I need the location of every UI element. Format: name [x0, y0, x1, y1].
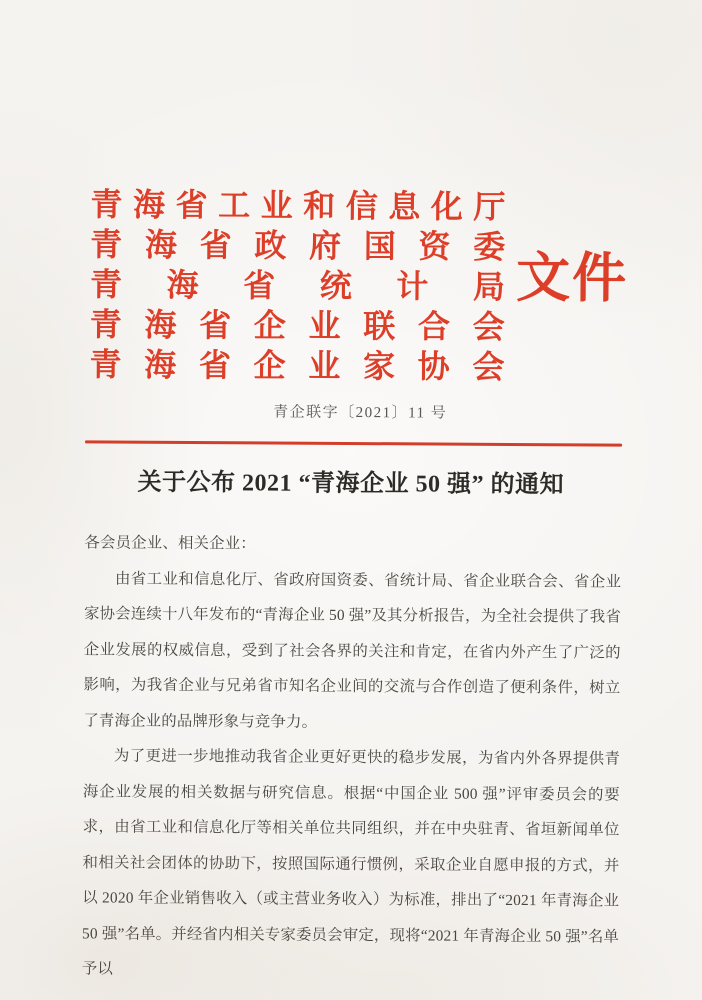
document-body	[82, 525, 622, 990]
letterhead	[89, 184, 505, 387]
body-paragraph-1: 由省工业和信息化厅、省政府国资委、省统计局、省企业联合会、省企业家协会连续十八年发布的“青海企业 50 强”及其分析报告，为全社会提供了我省企业发展的权威信息，受到了社会各界的关注和肯定，在省内外产生了广泛的影响，为我省企业与兄弟省市知名企业间的交流与合作创造了便利条件，树立了青海企业的品牌形象与竞争力。	[83, 570, 622, 731]
salutation: 各会员企业、相关企业：	[84, 534, 256, 553]
agency-name-1: 青 海 省 工 业 和 信 息 化 厅	[90, 186, 506, 225]
agency-name-2: 青 海 省 政 府 国 资 委	[90, 226, 506, 265]
document-mark-label: 文件	[515, 248, 629, 309]
agency-name-4: 青 海 省 企 业 联 合 会	[89, 306, 505, 345]
body-paragraph-2: 为了更进一步地推动我省企业更好更快的稳步发展，为省内外各界提供青海企业发展的相关数据与研究信息。根据“中国企业 500 强”评审委员会的要求，由省工业和信息化厅等相关单位共同组织，并在中央驻青、省垣新闻单位和相关社会团体的协助下，按照国际通行惯例，采取企业自愿申报的方式，并以 2020 年企业销售收入（或主营业务收入）为标准，排出了“2021 年青海企业 50 强”名单。并经省内相关专家委员会审定，现将“2021 年青海企业 50 强”名单予以	[81, 747, 621, 978]
agency-name-3: 青 海 省 统 计 局	[89, 266, 506, 305]
agency-name-5: 青 海 省 企 业 家 协 会	[89, 346, 505, 385]
red-divider-line	[85, 440, 622, 446]
document-title: 关于公布 2021 “青海企业 50 强” 的通知	[137, 469, 565, 499]
document-number: 青企联字〔2021〕11 号	[273, 404, 448, 422]
